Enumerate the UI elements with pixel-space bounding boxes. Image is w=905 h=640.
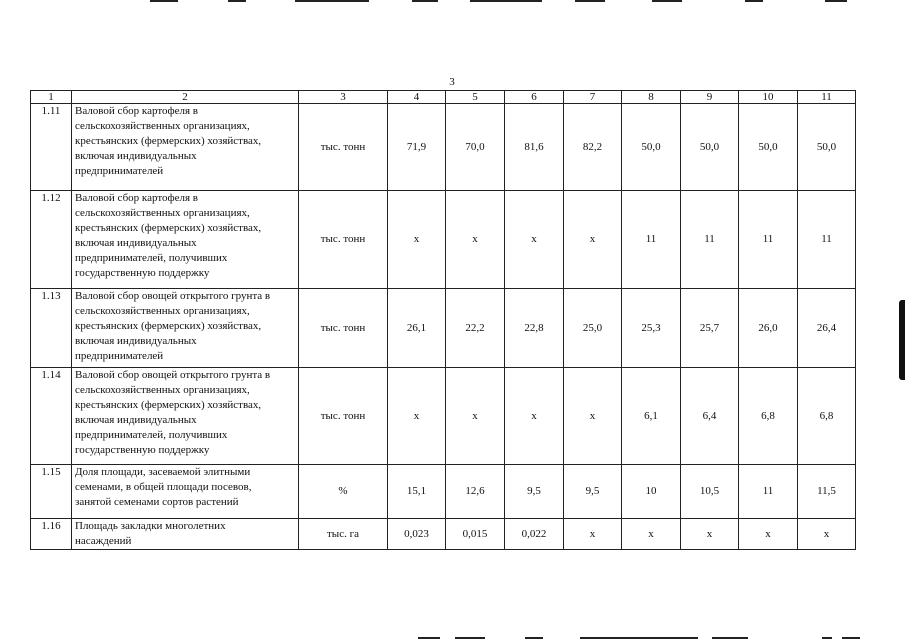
indicator-name-line: Валовой сбор картофеля в: [75, 192, 199, 204]
indicator-name-line: сельскохозяйственных организациях,: [75, 207, 250, 219]
value-cell: 9,5: [505, 465, 564, 519]
scan-artifact: [745, 0, 763, 2]
value-cell: 6,4: [681, 368, 739, 465]
value-cell: 26,0: [739, 289, 798, 368]
unit-cell: тыс. тонн: [299, 104, 388, 191]
value-cell: х: [505, 191, 564, 289]
column-number: 11: [798, 91, 856, 104]
column-number: 2: [72, 91, 299, 104]
value-cell: 11,5: [798, 465, 856, 519]
unit-cell: тыс. га: [299, 519, 388, 550]
value-cell: 0,023: [388, 519, 446, 550]
value-cell: 22,2: [446, 289, 505, 368]
indicator-name-line: Валовой сбор картофеля в: [75, 105, 199, 117]
table-row: [31, 368, 856, 465]
column-number: 6: [505, 91, 564, 104]
column-number: 3: [299, 91, 388, 104]
table-row: [31, 191, 856, 289]
scan-artifact: [150, 0, 178, 2]
row-number: 1.15: [31, 465, 72, 519]
scan-artifact: [652, 0, 682, 2]
value-cell: х: [622, 519, 681, 550]
indicator-name-line: Площадь закладки многолетних: [75, 520, 226, 532]
indicator-name-line: крестьянских (фермерских) хозяйствах,: [75, 135, 262, 147]
indicator-name-line: сельскохозяйственных организациях,: [75, 305, 250, 317]
value-cell: 26,4: [798, 289, 856, 368]
value-cell: 10,5: [681, 465, 739, 519]
indicator-name-line: включая индивидуальных: [75, 150, 197, 162]
scan-artifact: [822, 637, 832, 639]
indicator-name-line: занятой семенами сортов растений: [75, 496, 239, 508]
indicator-name: [72, 519, 299, 550]
scan-artifact: [470, 0, 542, 2]
value-cell: х: [388, 191, 446, 289]
indicator-name-line: Валовой сбор овощей открытого грунта в: [75, 290, 271, 302]
indicator-name: [72, 191, 299, 289]
value-cell: 15,1: [388, 465, 446, 519]
indicator-name: [72, 465, 299, 519]
value-cell: 50,0: [622, 104, 681, 191]
column-number: 7: [564, 91, 622, 104]
value-cell: х: [564, 519, 622, 550]
value-cell: х: [798, 519, 856, 550]
value-cell: 12,6: [446, 465, 505, 519]
value-cell: 6,1: [622, 368, 681, 465]
unit-cell: тыс. тонн: [299, 368, 388, 465]
page-number: 3: [449, 76, 455, 88]
scan-artifact: [295, 0, 369, 2]
value-cell: х: [739, 519, 798, 550]
indicator-name-line: предпринимателей, получивших: [75, 252, 228, 264]
value-cell: х: [446, 368, 505, 465]
scan-artifact: [580, 637, 698, 639]
column-number: 10: [739, 91, 798, 104]
value-cell: 50,0: [798, 104, 856, 191]
table-row: [31, 465, 856, 519]
value-cell: 11: [798, 191, 856, 289]
value-cell: х: [564, 368, 622, 465]
value-cell: 81,6: [505, 104, 564, 191]
value-cell: х: [505, 368, 564, 465]
value-cell: х: [388, 368, 446, 465]
value-cell: 0,022: [505, 519, 564, 550]
value-cell: 50,0: [681, 104, 739, 191]
scan-artifact: [418, 637, 440, 639]
value-cell: 82,2: [564, 104, 622, 191]
value-cell: 11: [681, 191, 739, 289]
table-row: [31, 289, 856, 368]
indicator-name-line: крестьянских (фермерских) хозяйствах,: [75, 399, 262, 411]
value-cell: 6,8: [739, 368, 798, 465]
row-number: 1.11: [31, 104, 72, 191]
indicator-name: [72, 104, 299, 191]
indicator-name-line: семенами, в общей площади посевов,: [75, 481, 252, 493]
indicator-name-line: государственную поддержку: [75, 444, 210, 456]
indicator-name-line: Валовой сбор овощей открытого грунта в: [75, 369, 271, 381]
scan-artifact: [412, 0, 438, 2]
scan-artifact: [455, 637, 485, 639]
row-number: 1.16: [31, 519, 72, 550]
scan-artifact: [525, 637, 543, 639]
indicator-name-line: включая индивидуальных: [75, 237, 197, 249]
row-number: 1.12: [31, 191, 72, 289]
value-cell: 10: [622, 465, 681, 519]
indicator-name-line: крестьянских (фермерских) хозяйствах,: [75, 222, 262, 234]
value-cell: 25,3: [622, 289, 681, 368]
scan-artifact: [712, 637, 748, 639]
value-cell: 71,9: [388, 104, 446, 191]
unit-cell: тыс. тонн: [299, 289, 388, 368]
value-cell: 9,5: [564, 465, 622, 519]
value-cell: 11: [739, 465, 798, 519]
value-cell: х: [681, 519, 739, 550]
column-number-row: [31, 91, 856, 104]
value-cell: 0,015: [446, 519, 505, 550]
indicator-name-line: предпринимателей, получивших: [75, 429, 228, 441]
table-row: [31, 519, 856, 550]
indicator-name: [72, 289, 299, 368]
indicator-name-line: государственную поддержку: [75, 267, 210, 279]
indicator-name-line: сельскохозяйственных организациях,: [75, 120, 250, 132]
column-number: 5: [446, 91, 505, 104]
scan-artifact: [575, 0, 605, 2]
value-cell: 26,1: [388, 289, 446, 368]
value-cell: 50,0: [739, 104, 798, 191]
value-cell: 6,8: [798, 368, 856, 465]
indicator-name-line: крестьянских (фермерских) хозяйствах,: [75, 320, 262, 332]
scan-artifact: [842, 637, 860, 639]
value-cell: 11: [622, 191, 681, 289]
value-cell: 25,0: [564, 289, 622, 368]
row-number: 1.14: [31, 368, 72, 465]
unit-cell: %: [299, 465, 388, 519]
value-cell: 70,0: [446, 104, 505, 191]
scan-edge-shadow: [899, 300, 905, 380]
column-number: 4: [388, 91, 446, 104]
unit-cell: тыс. тонн: [299, 191, 388, 289]
indicator-name-line: включая индивидуальных: [75, 414, 197, 426]
indicator-name-line: предпринимателей: [75, 165, 164, 177]
indicator-name-line: насаждений: [75, 535, 132, 547]
indicator-name-line: сельскохозяйственных организациях,: [75, 384, 250, 396]
column-number: 1: [31, 91, 72, 104]
indicator-name: [72, 368, 299, 465]
scan-artifact: [825, 0, 847, 2]
value-cell: х: [564, 191, 622, 289]
indicator-name-line: включая индивидуальных: [75, 335, 197, 347]
scan-artifact: [228, 0, 246, 2]
indicators-table: [30, 90, 856, 550]
row-number: 1.13: [31, 289, 72, 368]
indicator-name-line: предпринимателей: [75, 350, 164, 362]
indicator-name-line: Доля площади, засеваемой элитными: [75, 466, 251, 478]
value-cell: 25,7: [681, 289, 739, 368]
column-number: 9: [681, 91, 739, 104]
value-cell: 11: [739, 191, 798, 289]
value-cell: х: [446, 191, 505, 289]
value-cell: 22,8: [505, 289, 564, 368]
table-row: [31, 104, 856, 191]
column-number: 8: [622, 91, 681, 104]
